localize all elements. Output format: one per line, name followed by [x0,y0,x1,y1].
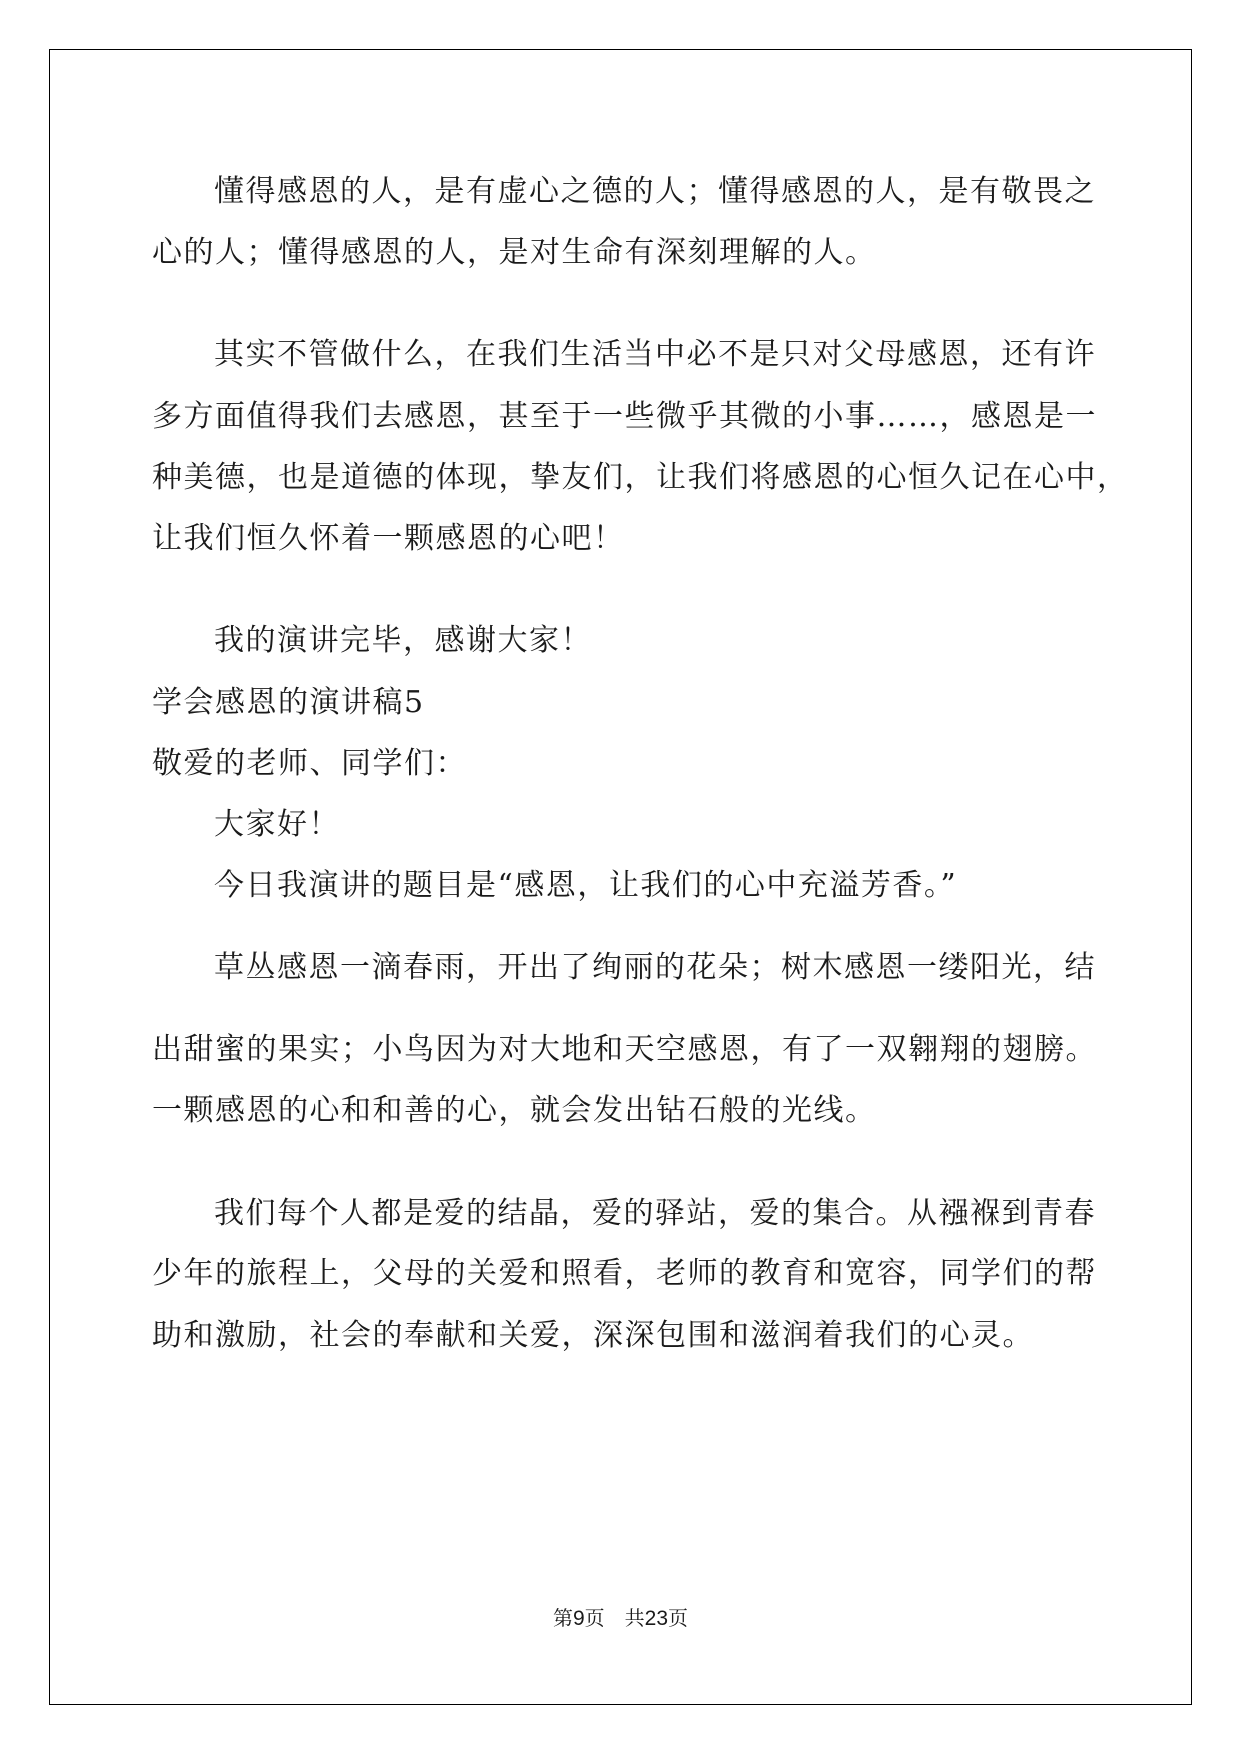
paragraph-line: 我的演讲完毕，感谢大家！ [214,623,592,658]
paragraph-line: 助和激励，社会的奉献和关爱，深深包围和滋润着我们的心灵。 [152,1318,1034,1353]
paragraph-line: 一颗感恩的心和和善的心，就会发出钻石般的光线。 [152,1093,877,1128]
greeting: 大家好！ [214,807,340,842]
paragraph-line: 出甜蜜的果实；小鸟因为对大地和天空感恩，有了一双翱翔的翅膀。 [152,1032,1097,1067]
paragraph-line: 懂得感恩的人，是有虚心之德的人；懂得感恩的人，是有敬畏之 [214,174,1096,209]
paragraph-line: 我们每个人都是爱的结晶，爱的驿站，爱的集合。从襁褓到青春 [214,1196,1096,1231]
paragraph-line: 多方面值得我们去感恩，甚至于一些微乎其微的小事……，感恩是一 [152,399,1097,434]
page-number: 9 [572,1607,585,1630]
page-footer [0,1604,1241,1633]
salutation: 敬爱的老师、同学们： [152,746,467,781]
paragraph-line: 今日我演讲的题目是“感恩，让我们的心中充溢芳香。” [214,868,958,903]
paragraph-line: 种美德，也是道德的体现，挚友们，让我们将感恩的心恒久记在心中， [152,460,1129,495]
page-label-suffix: 页 [584,1606,605,1630]
paragraph-line: 少年的旅程上，父母的关爱和照看，老师的教育和宽容，同学们的帮 [152,1256,1097,1291]
section-heading: 学会感恩的演讲稿5 [152,685,425,720]
paragraph-line: 心的人；懂得感恩的人，是对生命有深刻理解的人。 [152,235,877,270]
paragraph-line: 草丛感恩一滴春雨，开出了绚丽的花朵；树木感恩一缕阳光，结 [214,950,1096,985]
paragraph-line: 让我们恒久怀着一颗感恩的心吧！ [152,521,625,556]
total-label-suffix: 页 [668,1606,689,1630]
paragraph-line: 其实不管做什么，在我们生活当中必不是只对父母感恩，还有许 [214,337,1096,372]
total-label-prefix: 共 [624,1606,645,1630]
page-label-prefix: 第 [552,1606,573,1630]
total-pages: 23 [644,1607,669,1630]
